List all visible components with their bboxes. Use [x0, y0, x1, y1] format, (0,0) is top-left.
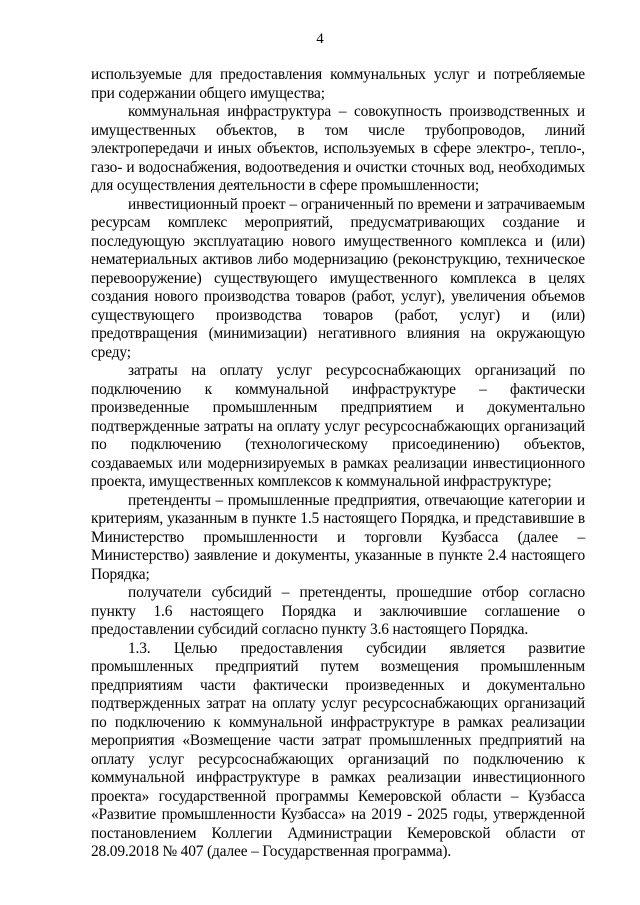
paragraph-investment-project: инвестиционный проект – ограниченный по времени и затрачиваемым ресурсам комплекс мероприятий, предусматривающих создание и последующую эксплуатацию нового имущественного комплекса и (или) нематериальных активов либо модернизацию (реконструкцию, техническое перевооружение) существующего имущественного комплекса в целях создания нового производства товаров (работ, услуг), увеличения объемов существующего производства товаров (работ, услуг) и (или) предотвращения (минимизации) негативного влияния на окружающую среду; — [91, 195, 585, 361]
page-number: 4 — [316, 31, 324, 47]
paragraph-communal-infrastructure: коммунальная инфраструктура – совокупность производственных и имущественных объектов, в том числе трубопроводов, линий электропередачи и иных объектов, используемых в сфере электро-, тепло-, газо- и водоснабжения, водоотведения и очистки сточных вод, необходимых для осуществления деятельности в сфере промышленности; — [91, 103, 585, 194]
paragraph-continuation: используемые для предоставления коммунальных услуг и потребляемые при содержании общего имущества; — [91, 66, 585, 102]
document-body — [91, 66, 585, 862]
paragraph-connection-costs: затраты на оплату услуг ресурсоснабжающих организаций по подключению к коммунальной инфраструктуре – фактически произведенные промышленным предприятием и документально подтвержденные затраты на оплату услуг ресурсоснабжающих организаций по подключению (технологическому присоединению) объектов, создаваемых или модернизируемых в рамках реализации инвестиционного проекта, имущественных комплексов к коммунальной инфраструктуре; — [91, 362, 585, 490]
paragraph-section-1-3: 1.3. Целью предоставления субсидии является развитие промышленных предприятий путем возмещения промышленным предприятиям части фактически произведенных и документально подтвержденных затрат на оплату услуг ресурсоснабжающих организаций по подключению к коммунальной инфраструктуре в рамках реализации мероприятия «Возмещение части затрат промышленных предприятий на оплату услуг ресурсоснабжающих организаций по подключению к коммунальной инфраструктуре в рамках реализации инвестиционного проекта» государственной программы Кемеровской области – Кузбасса «Развитие промышленности Кузбасса» на 2019 - 2025 годы, утвержденной постановлением Коллегии Администрации Кемеровской области от 28.09.2018 № 407 (далее – Государственная программа). — [91, 639, 585, 860]
paragraph-subsidy-recipients: получатели субсидий – претенденты, прошедшие отбор согласно пункту 1.6 настоящего Порядка и заключившие соглашение о предоставлении субсидий согласно пункту 3.6 настоящего Порядка. — [91, 584, 585, 638]
paragraph-applicants: претенденты – промышленные предприятия, отвечающие категории и критериям, указанным в пункте 1.5 настоящего Порядка, и представившие в Министерство промышленности и торговли Кузбасса (далее – Министерство) заявление и документы, указанные в пункте 2.4 настоящего Порядка; — [91, 491, 585, 583]
